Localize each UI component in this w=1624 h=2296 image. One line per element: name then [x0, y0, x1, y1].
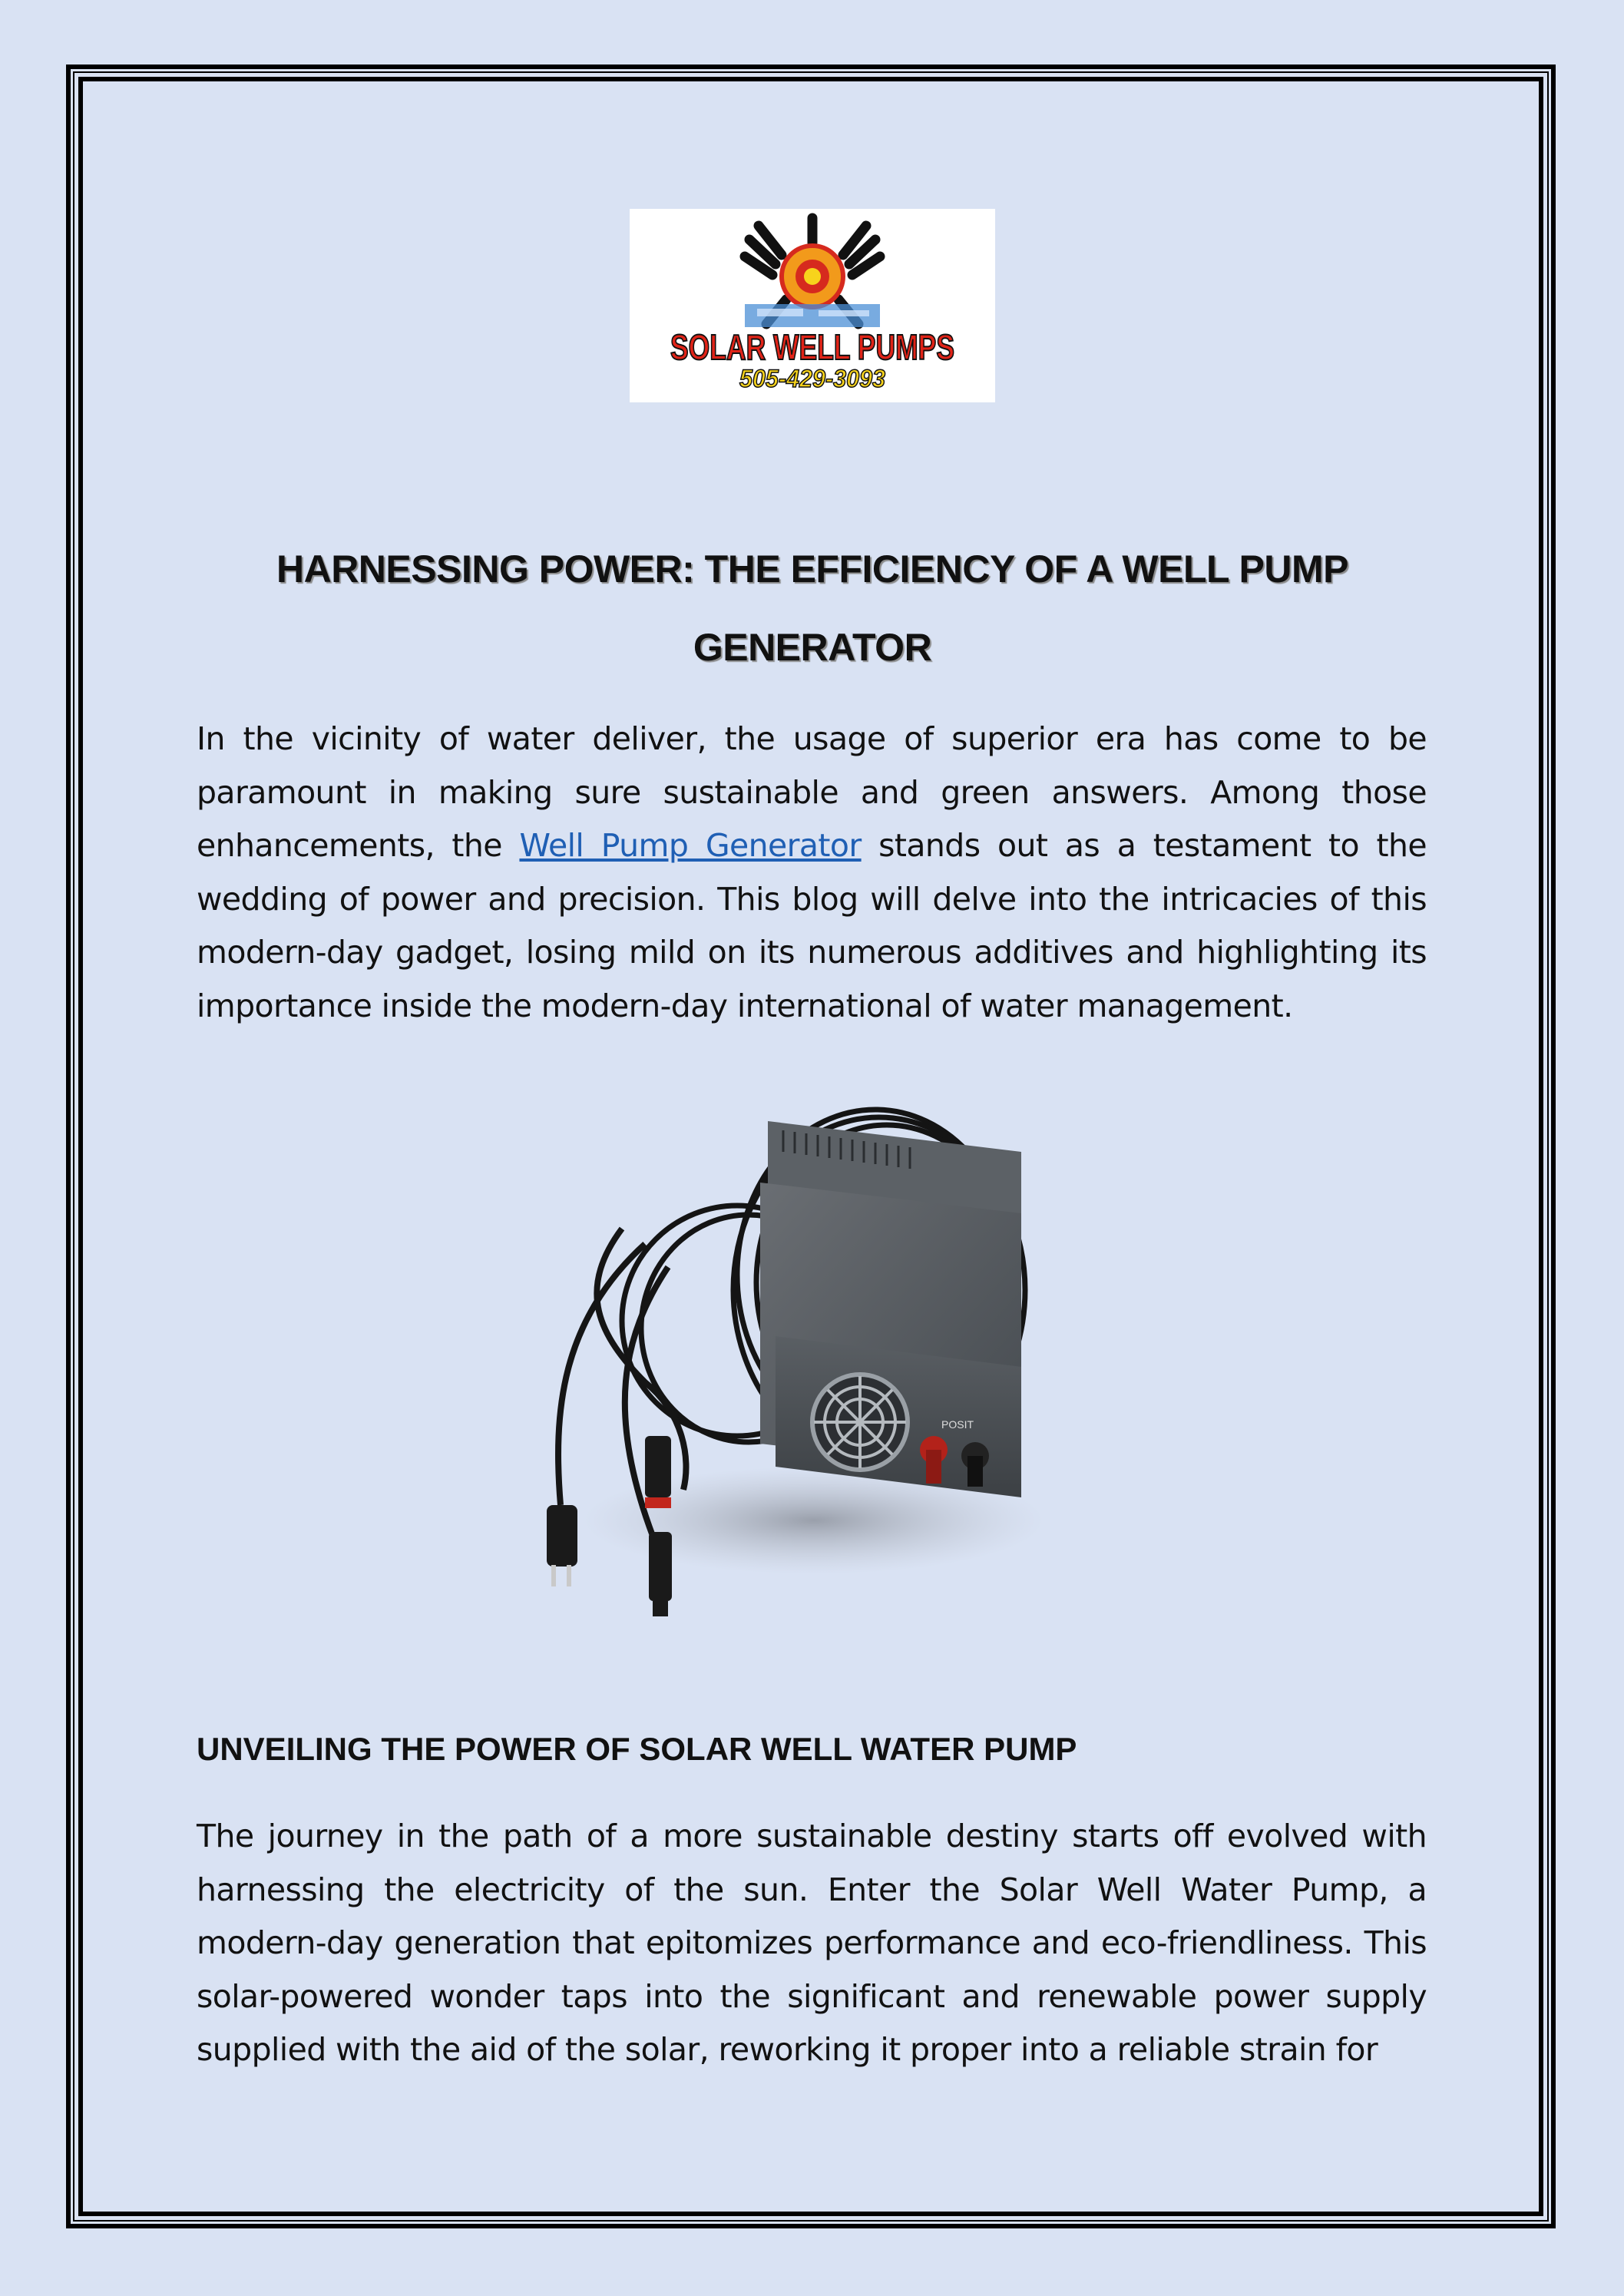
power-plug-icon	[547, 1505, 577, 1586]
intro-text-after-link: stands out as a testament to the wedding of power and precision. This blog will delve into the intricacies of this modern-day gadget, losing mild on its numerous additives and highlighting its importance inside the modern-day international of water management.	[197, 827, 1427, 1024]
page-title	[197, 530, 1428, 686]
cooling-fan-icon	[812, 1375, 908, 1470]
solar-well-pumps-logo	[630, 209, 995, 402]
title-line-2: GENERATOR	[693, 626, 932, 669]
intro-paragraph	[197, 713, 1427, 1034]
section-paragraph: The journey in the path of a more sustainable destiny starts off evolved with harnessing the electricity of the sun. Enter the Solar Well Water Pump, a modern-day generation that epitomizes performance and eco-friendliness. This solar-powered wonder taps into the significant and renewable power supply supplied with the aid of the solar, reworking it proper into a reliable strain for	[197, 1818, 1427, 2069]
logo-brand-text: SOLAR WELL PUMPS	[670, 327, 954, 367]
title-line-1: HARNESSING POWER: THE EFFICIENCY OF A WELL PUMP	[276, 548, 1348, 591]
section-heading: UNVEILING THE POWER OF SOLAR WELL WATER PUMP	[197, 1731, 1077, 1767]
power-supply-image	[530, 1090, 1106, 1628]
logo-graphic	[630, 209, 995, 402]
terminal-label: POSIT	[941, 1418, 974, 1431]
intro-text-before-link: In the vicinity of water deliver, the usage of superior era has come to be paramount in making sure sustainable and green answers. Among those enhancements, the	[197, 720, 1427, 865]
logo-phone-text: 505-429-3093	[739, 365, 886, 392]
well-pump-generator-link[interactable]: Well Pump Generator	[519, 827, 862, 865]
